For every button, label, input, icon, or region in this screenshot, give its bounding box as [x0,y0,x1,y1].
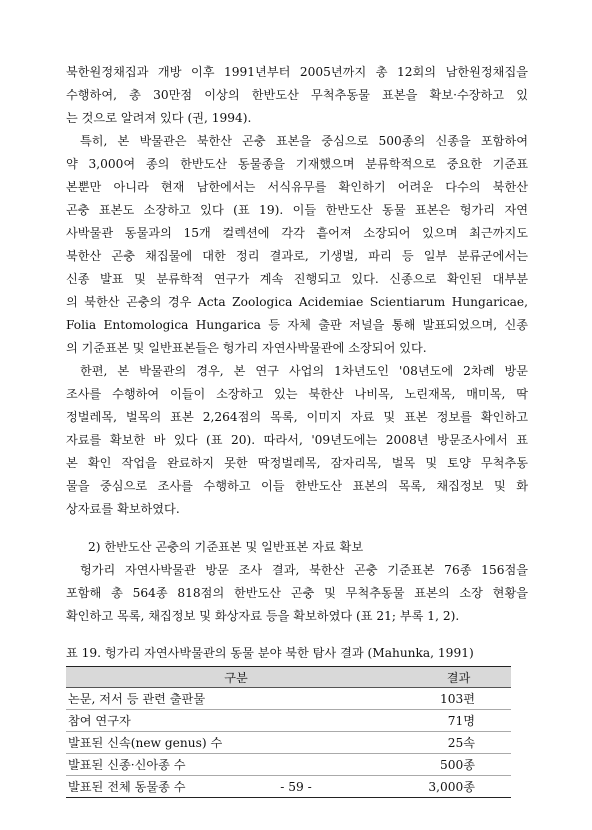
text-line: 특히, 본 박물관은 북한산 곤충 표본을 중심으로 500종의 신종을 포함하여 [80,134,528,148]
text-line: 포함해 총 564종 818점의 한반도산 곤충 및 무척추동물 표본의 소장 현황을 [66,586,528,600]
text-line: 는 것으로 알려져 있다 (권, 1994). [66,111,252,125]
text-line: 사박물관 동물과의 15개 컬렉션에 각각 흩어져 소장되어 있으며 최근까지도 [66,226,528,240]
table-cell-value: 3,000종 [406,776,511,798]
table-cell-value: 25속 [406,732,511,754]
table-cell-value: 103편 [406,688,511,710]
table-row [66,754,511,776]
text-line: 북한산 곤충 채집물에 대한 정리 결과로, 기생벌, 파리 등 일부 분류군에서는 [66,249,528,263]
table-header-result: 결과 [406,667,511,688]
table-cell-value: 500종 [406,754,511,776]
text-line: 의 기준표본 및 일반표본들은 헝가리 자연사박물관에 소장되어 있다. [66,341,427,355]
text-line: 수행하여, 총 30만점 이상의 한반도산 무척추동물 표본을 확보·수장하고 있 [66,88,528,102]
table-cell-category: 참여 연구자 [66,710,406,732]
section-heading: 2) 한반도산 곤충의 기준표본 및 일반표본 자료 확보 [88,540,364,554]
table-header-category: 구분 [66,667,406,688]
text-line: 확인하고 목록, 채집정보 및 화상자료 등을 확보하였다 (표 21; 부록 1, 2). [66,609,460,623]
text-line: 북한원정채집과 개방 이후 1991년부터 2005년까지 총 12회의 남한원정채집을 [66,65,528,79]
table-cell-category: 논문, 저서 등 관련 출판물 [66,688,406,710]
table-cell-value: 71명 [406,710,511,732]
page-number: - 59 - [280,780,312,794]
text-line: 정벌레목, 벌목의 표본 2,264점의 목록, 이미지 자료 및 표본 정보를 확인하고 [66,410,528,424]
text-line: 약 3,000여 종의 한반도산 동물종을 기재했으며 분류학적으로 중요한 기준표 [66,157,528,171]
text-line: 자료를 확보한 바 있다 (표 20). 따라서, '09년도에는 2008년 방문조사에서 표 [66,433,528,447]
table-caption: 표 19. 헝가리 자연사박물관의 동물 분야 북한 탐사 결과 (Mahunka, 1991) [66,646,474,660]
text-line: 본뿐만 아니라 현재 남한에서는 서식유무를 확인하기 어려운 다수의 북한산 [66,180,528,194]
table-row [66,710,511,732]
results-table [66,666,511,798]
text-line: 의 북한산 곤충의 경우 Acta Zoologica Acidemiae Scientiarum Hungaricae, [66,295,528,309]
text-line: Folia Entomologica Hungarica 등 자체 출판 저널을 통해 발표되었으며, 신종 [66,318,528,332]
table-cell-category: 발표된 신속(new genus) 수 [66,732,406,754]
text-line: 신종 발표 및 분류학적 연구가 계속 진행되고 있다. 신종으로 확인된 대부분 [66,272,528,286]
table-row [66,688,511,710]
table-header-row [66,667,511,688]
text-line: 상자료를 확보하였다. [66,502,180,516]
table-row [66,732,511,754]
table-cell-category: 발표된 전체 동물종 수 [66,776,406,798]
text-line: 헝가리 자연사박물관 방문 조사 결과, 북한산 곤충 기준표본 76종 156점을 [80,563,528,577]
text-line: 한편, 본 박물관의 경우, 본 연구 사업의 1차년도인 '08년도에 2차례 방문 [80,364,528,378]
text-line: 조사를 수행하여 이들이 소장하고 있는 북한산 나비목, 노린재목, 매미목, 딱 [66,387,528,401]
text-line: 본 확인 작업을 완료하지 못한 딱정벌레목, 잠자리목, 벌목 및 토양 무척추동 [66,456,528,470]
text-line: 물을 중심으로 조사를 수행하고 이들 한반도산 표본의 목록, 채집정보 및 화 [66,479,528,493]
table-cell-category: 발표된 신종·신아종 수 [66,754,406,776]
text-line: 곤충 표본도 소장하고 있다 (표 19). 이들 한반도산 동물 표본은 헝가리 자연 [66,203,528,217]
